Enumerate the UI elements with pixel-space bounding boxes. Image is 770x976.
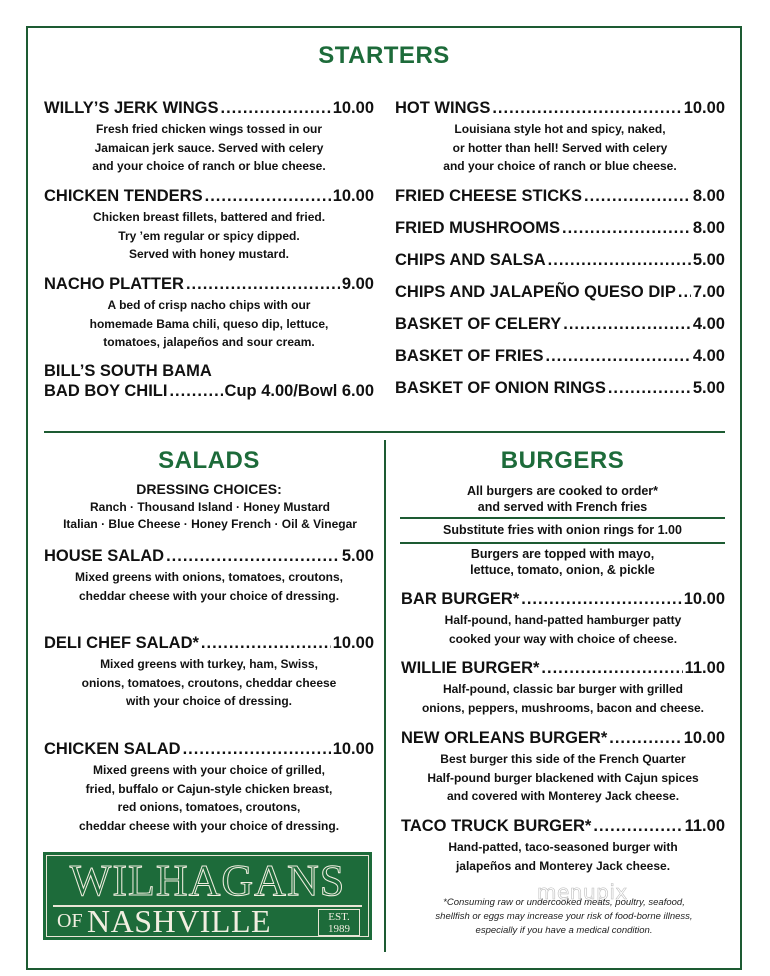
leader-dots — [521, 589, 681, 609]
leader-dots — [205, 186, 331, 206]
menu-item-chips-and-salsa — [395, 250, 725, 270]
item-price: 10.00 — [683, 729, 725, 747]
item-name: FRIED CHEESE STICKS — [395, 187, 583, 205]
burgers-heading: BURGERS — [500, 447, 625, 474]
item-price: 8.00 — [692, 219, 725, 237]
leader-dots — [608, 378, 691, 398]
logo-established-badge: EST. 1989 — [318, 909, 360, 936]
leader-dots — [609, 728, 681, 748]
leader-dots — [562, 218, 691, 238]
item-name: HOT WINGS — [395, 99, 491, 117]
item-name: BASKET OF CELERY — [395, 315, 562, 333]
dressing-title: DRESSING CHOICES: — [136, 481, 282, 497]
item-description: Half-pound, classic bar burger with grilled onions, peppers, mushrooms, bacon and cheese. — [421, 682, 705, 715]
item-name: BASKET OF ONION RINGS — [395, 379, 606, 397]
item-price: 5.00 — [692, 251, 725, 269]
leader-dots — [584, 186, 691, 206]
item-price: 10.00 — [332, 634, 374, 652]
item-name: NACHO PLATTER — [44, 275, 184, 293]
menu-item-chicken-tenders — [44, 186, 374, 264]
menu-item-fried-cheese-sticks — [395, 186, 725, 206]
item-description: Mixed greens with onions, tomatoes, croutons, cheddar cheese with your choice of dressing. — [74, 570, 344, 603]
item-name: TACO TRUCK BURGER* — [401, 817, 592, 835]
item-description: Fresh fried chicken wings tossed in our Jamaican jerk sauce. Served with celery and your choice of ranch or blue cheese. — [92, 122, 326, 173]
item-description: Best burger this side of the French Quarter Half-pound burger blackened with Cajun spices and covered with Monterey Jack cheese. — [427, 752, 699, 803]
leader-dots — [221, 98, 331, 118]
dressing-options-line-2: Italian · Blue Cheese · Honey French · Oil & Vinegar — [63, 517, 357, 531]
section-divider — [44, 431, 725, 433]
item-name: BAD BOY CHILI — [44, 382, 168, 400]
starters-heading: STARTERS — [318, 42, 450, 69]
item-name: CHIPS AND JALAPEÑO QUESO DIP — [395, 283, 676, 301]
menu-item-willie-burger — [401, 658, 725, 717]
item-price: 10.00 — [683, 590, 725, 608]
menu-item-willys-jerk-wings — [44, 98, 374, 176]
item-name: CHIPS AND SALSA — [395, 251, 546, 269]
item-price: 7.00 — [692, 283, 725, 301]
menu-item-bama-chili — [44, 361, 374, 401]
dressing-options-line-1: Ranch · Thousand Island · Honey Mustard — [89, 500, 331, 514]
menu-item-basket-of-onion-rings — [395, 378, 725, 398]
food-safety-disclaimer: *Consuming raw or undercooked meats, poultry, seafood, shellfish or eggs may increase your risk of food-borne illness, especially if you have a medical condition. — [435, 897, 693, 936]
item-name: HOUSE SALAD — [44, 547, 165, 565]
menu-item-chips-and-queso — [395, 282, 725, 302]
note-divider-top — [400, 517, 725, 519]
menu-item-basket-of-fries — [395, 346, 725, 366]
item-price: 5.00 — [692, 379, 725, 397]
menu-item-new-orleans-burger — [401, 728, 725, 806]
item-name: CHICKEN SALAD — [44, 740, 181, 758]
leader-dots — [548, 250, 691, 270]
menupix-watermark: menupix — [537, 880, 628, 904]
logo-wordmark-bottom: NASHVILLE — [87, 903, 272, 939]
leader-dots — [492, 98, 681, 118]
leader-dots — [166, 546, 340, 566]
item-name: NEW ORLEANS BURGER* — [401, 729, 608, 747]
menu-item-fried-mushrooms — [395, 218, 725, 238]
logo-wordmark-top: WILHAGANS — [69, 856, 346, 905]
menu-item-nacho-platter — [44, 274, 374, 352]
column-divider — [384, 440, 386, 952]
item-price: 11.00 — [684, 659, 725, 677]
menu-item-bar-burger — [401, 589, 725, 648]
menu-item-hot-wings — [395, 98, 725, 176]
menu-item-basket-of-celery — [395, 314, 725, 334]
item-name: BAR BURGER* — [401, 590, 520, 608]
menu-item-chicken-salad — [44, 739, 374, 835]
leader-dots — [169, 381, 222, 401]
item-price: 5.00 — [341, 547, 374, 565]
item-name: WILLIE BURGER* — [401, 659, 540, 677]
item-price: 9.00 — [341, 275, 374, 293]
item-description: Chicken breast fillets, battered and fried. Try ’em regular or spicy dipped. Served with honey mustard. — [92, 210, 326, 261]
item-price: 8.00 — [692, 187, 725, 205]
item-price: 10.00 — [332, 740, 374, 758]
item-description: Mixed greens with your choice of grilled, fried, buffalo or Cajun-style chicken breast, red onions, tomatoes, croutons, cheddar cheese with your choice of dressing. — [78, 763, 340, 833]
item-description: Mixed greens with turkey, ham, Swiss, onions, tomatoes, croutons, cheddar cheese with your choice of dressing. — [81, 657, 337, 708]
menu-item-taco-truck-burger — [401, 816, 725, 875]
burgers-note-toppings: Burgers are topped with mayo, lettuce, tomato, onion, & pickle — [470, 547, 655, 577]
menu-item-deli-chef-salad — [44, 633, 374, 711]
wilhagans-logo — [43, 852, 372, 940]
leader-dots — [183, 739, 331, 759]
leader-dots — [546, 346, 691, 366]
item-price: 10.00 — [683, 99, 725, 117]
leader-dots — [186, 274, 340, 294]
burgers-note-cooked-to-order: All burgers are cooked to order* and served with French fries — [466, 484, 659, 514]
item-price: Cup 4.00/Bowl 6.00 — [224, 382, 374, 400]
item-name: CHICKEN TENDERS — [44, 187, 203, 205]
leader-dots — [678, 282, 691, 302]
item-name: FRIED MUSHROOMS — [395, 219, 560, 237]
item-name: DELI CHEF SALAD* — [44, 634, 199, 652]
item-description: A bed of crisp nacho chips with our homemade Bama chili, queso dip, lettuce, tomatoes, jalapeños and sour cream. — [89, 298, 329, 349]
note-divider-bottom — [400, 542, 725, 544]
leader-dots — [563, 314, 691, 334]
leader-dots — [201, 633, 331, 653]
leader-dots — [541, 658, 682, 678]
item-name: BILL’S SOUTH BAMA — [44, 362, 212, 380]
item-price: 4.00 — [692, 315, 725, 333]
item-price: 4.00 — [692, 347, 725, 365]
salads-heading: SALADS — [158, 447, 260, 474]
item-name: WILLY’S JERK WINGS — [44, 99, 219, 117]
item-price: 10.00 — [332, 187, 374, 205]
item-price: 11.00 — [684, 817, 725, 835]
item-description: Louisiana style hot and spicy, naked, or hotter than hell! Served with celery and your choice of ranch or blue cheese. — [443, 122, 677, 173]
logo-of: OF — [57, 910, 83, 932]
item-price: 10.00 — [332, 99, 374, 117]
item-description: Half-pound, hand-patted hamburger patty cooked your way with choice of cheese. — [444, 613, 682, 646]
item-name: BASKET OF FRIES — [395, 347, 544, 365]
item-description: Hand-patted, taco-seasoned burger with jalapeños and Monterey Jack cheese. — [448, 840, 678, 873]
menu-item-house-salad — [44, 546, 374, 605]
leader-dots — [593, 816, 682, 836]
burgers-note-substitute: Substitute fries with onion rings for 1.00 — [443, 523, 682, 537]
